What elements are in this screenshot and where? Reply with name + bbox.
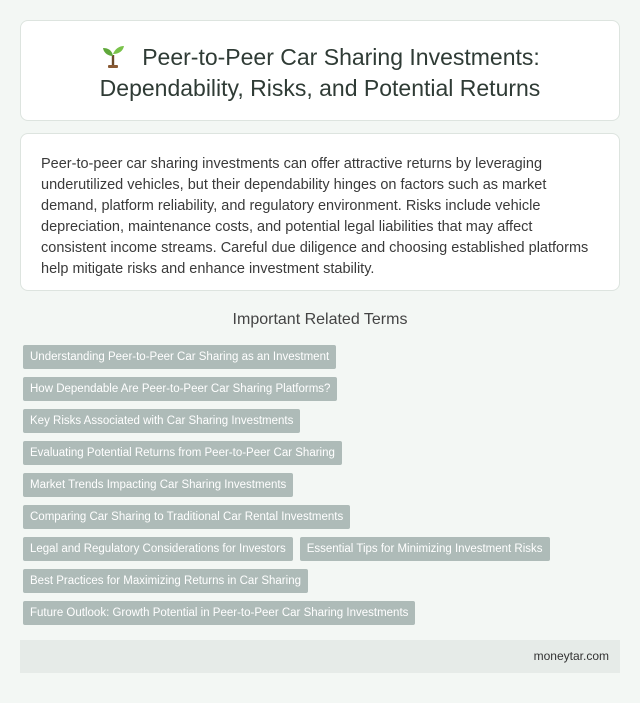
- page-title: [21, 42, 619, 104]
- related-term-tag[interactable]: Evaluating Potential Returns from Peer-to-Peer Car Sharing: [23, 441, 342, 465]
- related-term-tag[interactable]: Best Practices for Maximizing Returns in Car Sharing: [23, 569, 308, 593]
- title-line-2: Dependability, Risks, and Potential Returns: [99, 75, 541, 101]
- summary-text: Peer-to-peer car sharing investments can offer attractive returns by leveraging underutilized vehicles, but their dependability hinges on factors such as market demand, platform reliability, and regulatory environment. Risks include vehicle depreciation, maintenance costs, and potential legal liabilities that may affect consistent income streams. Careful due diligence and choosing established platforms help mitigate risks and enhance investment stability.: [41, 156, 589, 277]
- related-term-tag[interactable]: How Dependable Are Peer-to-Peer Car Sharing Platforms?: [23, 377, 337, 401]
- related-term-tag[interactable]: Essential Tips for Minimizing Investment Risks: [300, 537, 550, 561]
- title-line-1: Peer-to-Peer Car Sharing Investments:: [142, 44, 540, 70]
- footer: [20, 640, 620, 673]
- related-term-tag[interactable]: Comparing Car Sharing to Traditional Car Rental Investments: [23, 505, 350, 529]
- title-card: [20, 20, 620, 121]
- sprout-icon: [100, 43, 126, 69]
- related-term-tag[interactable]: Understanding Peer-to-Peer Car Sharing as an Investment: [23, 345, 336, 369]
- related-term-tag[interactable]: Key Risks Associated with Car Sharing Investments: [23, 409, 300, 433]
- related-terms-heading: Important Related Terms: [232, 311, 408, 328]
- summary-card: [20, 133, 620, 291]
- related-terms-list: [23, 345, 623, 633]
- site-name[interactable]: moneytar.com: [533, 649, 609, 663]
- related-term-tag[interactable]: Future Outlook: Growth Potential in Peer-to-Peer Car Sharing Investments: [23, 601, 415, 625]
- related-term-tag[interactable]: Legal and Regulatory Considerations for Investors: [23, 537, 293, 561]
- related-term-tag[interactable]: Market Trends Impacting Car Sharing Investments: [23, 473, 293, 497]
